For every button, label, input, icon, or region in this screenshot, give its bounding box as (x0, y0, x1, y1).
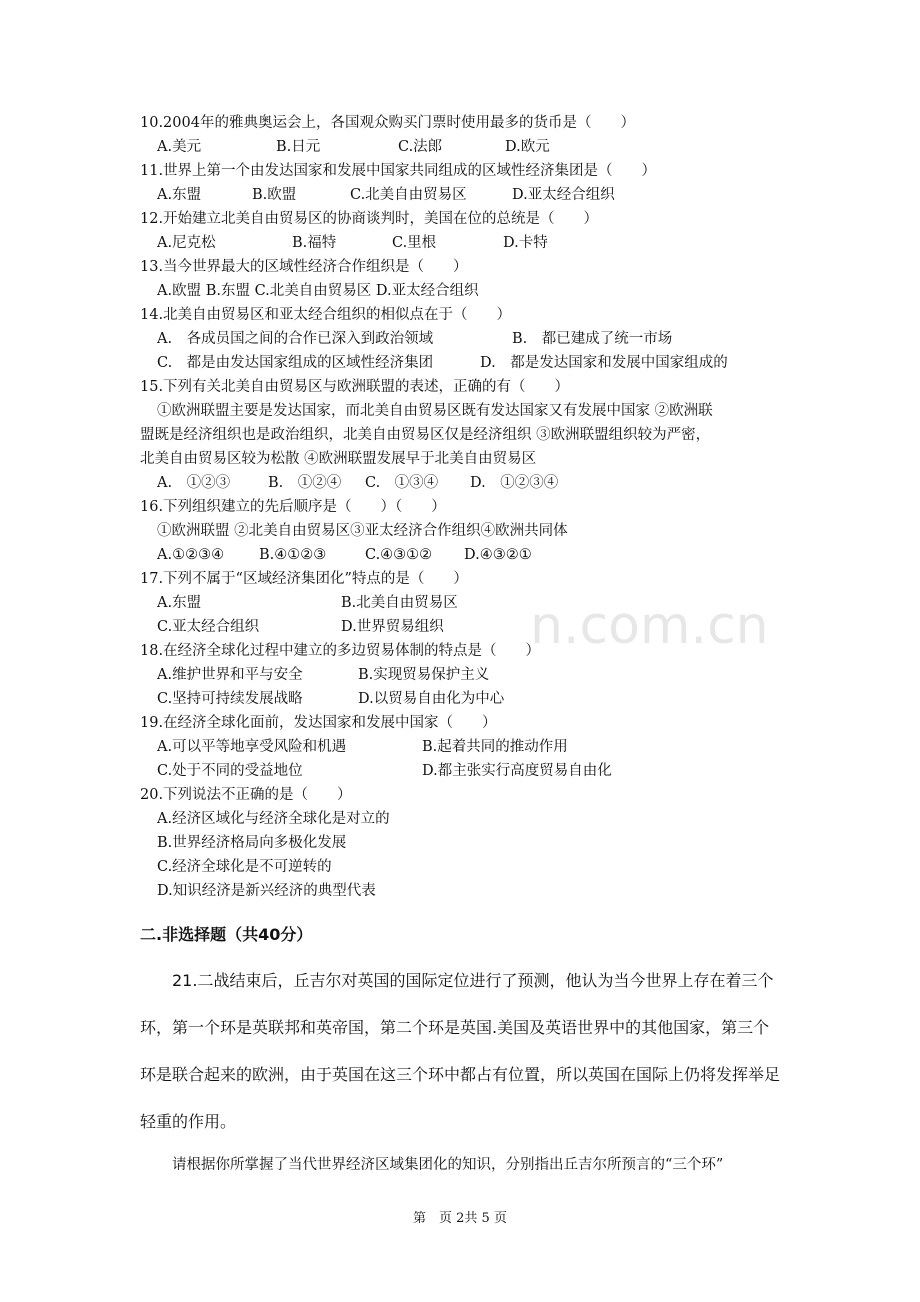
option: B.欧盟 (252, 187, 297, 203)
option: B. ①②④ (268, 475, 342, 491)
question-body: ①欧洲联盟 ②北美自由贸易区③亚太经济合作组织④欧洲共同体 (157, 523, 568, 539)
option: A.尼克松 (157, 235, 216, 251)
option: C.④③①② (365, 547, 433, 563)
question-19: 19.在经济全球化面前，发达国家和发展中国家（ ） (140, 715, 497, 731)
option: D.卡特 (503, 235, 548, 251)
option: B.世界经济格局向多极化发展 (157, 835, 347, 851)
option: A.维护世界和平与安全 (157, 667, 303, 683)
section-heading: 二.非选择题（共40分） (140, 925, 313, 944)
question-11: 11.世界上第一个由发达国家和发展中国家共同组成的区域性经济集团是（ ） (140, 163, 657, 179)
option: C.经济全球化是不可逆转的 (157, 859, 332, 875)
question-body: 北美自由贸易区较为松散 ④欧洲联盟发展早于北美自由贸易区 (140, 451, 537, 467)
option: D.都主张实行高度贸易自由化 (422, 763, 612, 779)
paragraph-line: 轻重的作用。 (140, 1112, 237, 1131)
option: B.起着共同的推动作用 (422, 739, 568, 755)
option: C.亚太经合组织 (157, 619, 260, 635)
option: B.④①②③ (259, 547, 327, 563)
option: C.法郎 (398, 139, 443, 155)
question-14: 14.北美自由贸易区和亚太经合组织的相似点在于（ ） (140, 307, 512, 323)
option: B.日元 (276, 139, 321, 155)
option: A.美元 (157, 139, 202, 155)
option: D.知识经济是新兴经济的典型代表 (157, 883, 376, 899)
option: A.①②③④ (157, 547, 225, 563)
option: C. ①③④ (365, 475, 439, 491)
option: D.④③②① (464, 547, 532, 563)
option: C.里根 (392, 235, 437, 251)
option: D.亚太经合组织 (512, 187, 615, 203)
option: C.处于不同的受益地位 (157, 763, 303, 779)
option: C.北美自由贸易区 (350, 187, 467, 203)
option: A.东盟 (157, 187, 202, 203)
option: B.北美自由贸易区 (341, 595, 458, 611)
option: D.欧元 (505, 139, 550, 155)
question-20: 20.下列说法不正确的是（ ） (140, 787, 352, 803)
question-12: 12.开始建立北美自由贸易区的协商谈判时，美国在位的总统是（ ） (140, 211, 599, 227)
option-line: A.欧盟 B.东盟 C.北美自由贸易区 D.亚太经合组织 (157, 283, 479, 299)
option: D.以贸易自由化为中心 (358, 691, 505, 707)
question-body: ①欧洲联盟主要是发达国家，而北美自由贸易区既有发达国家又有发展中国家 ②欧洲联 (157, 403, 713, 419)
watermark: n.com.cn (530, 596, 769, 656)
option: A.可以平等地享受风险和机遇 (157, 739, 347, 755)
paragraph-line: 环，第一个环是英联邦和英帝国，第二个环是英国.美国及英语世界中的其他国家，第三个 (140, 1018, 770, 1037)
question-15: 15.下列有关北美自由贸易区与欧洲联盟的表述，正确的有（ ） (140, 379, 570, 395)
question-16: 16.下列组织建立的先后顺序是（ ）（ ） (140, 499, 446, 515)
option: B.实现贸易保护主义 (358, 667, 490, 683)
option: A.东盟 (157, 595, 202, 611)
question-13: 13.当今世界最大的区域性经济合作组织是（ ） (140, 259, 468, 275)
option: C.坚持可持续发展战略 (157, 691, 303, 707)
paragraph-line: 21.二战结束后，丘吉尔对英国的国际定位进行了预测，他认为当今世界上存在着三个 (172, 971, 774, 990)
page-footer: 第 页 2共 5 页 (413, 1211, 507, 1226)
option: D. 都是发达国家和发展中国家组成的 (480, 355, 728, 371)
paragraph-line: 环是联合起来的欧洲，由于英国在这三个环中都占有位置，所以英国在国际上仍将发挥举足 (140, 1065, 781, 1084)
paragraph-line: 请根据你所掌握了当代世界经济区域集团化的知识，分别指出丘吉尔所预言的“三个环” (172, 1157, 724, 1173)
option: B. 都已建成了统一市场 (512, 331, 673, 347)
option: A. 各成员国之间的合作已深入到政治领域 (157, 331, 434, 347)
option: A. ①②③ (157, 475, 231, 491)
option: C. 都是由发达国家组成的区域性经济集团 (157, 355, 434, 371)
option: D. ①②③④ (470, 475, 559, 491)
question-body: 盟既是经济组织也是政治组织，北美自由贸易区仅是经济组织 ③欧洲联盟组织较为严密， (140, 427, 711, 443)
question-17: 17.下列不属于“区域经济集团化”特点的是（ ） (140, 571, 468, 587)
question-10: 10.2004年的雅典奥运会上，各国观众购买门票时使用最多的货币是（ ） (140, 115, 635, 131)
question-18: 18.在经济全球化过程中建立的多边贸易体制的特点是（ ） (140, 643, 541, 659)
option: B.福特 (292, 235, 337, 251)
option: A.经济区域化与经济全球化是对立的 (157, 811, 390, 827)
option: D.世界贸易组织 (341, 619, 444, 635)
